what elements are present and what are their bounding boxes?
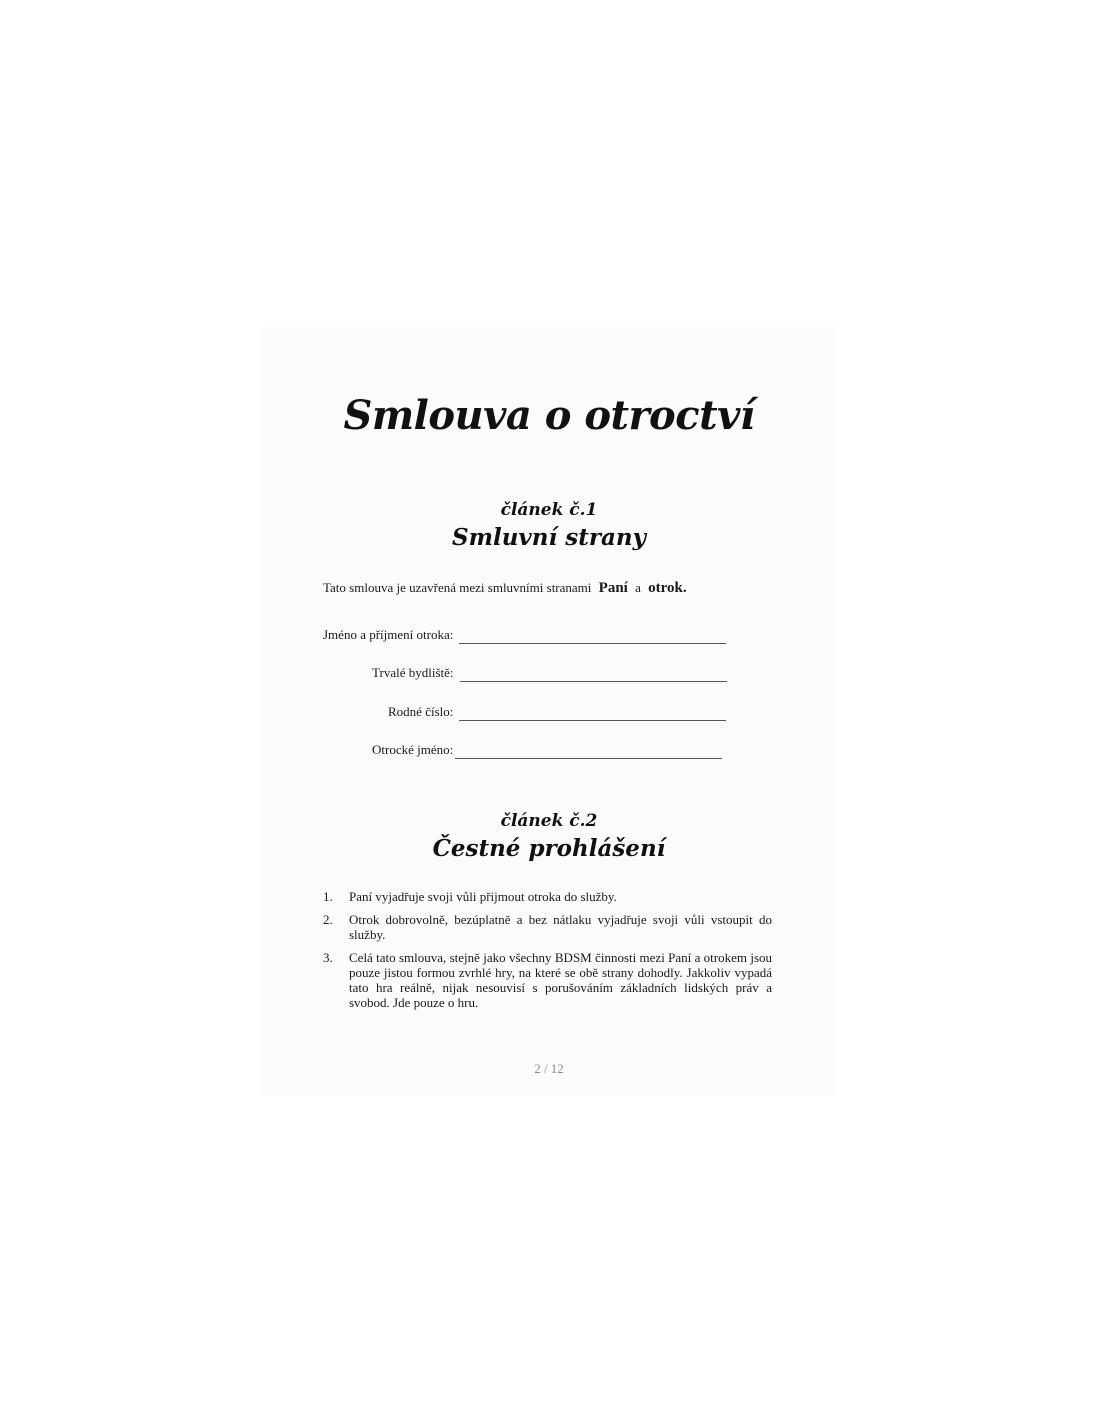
birth-number-field[interactable]: [388, 703, 726, 721]
list-item: [323, 950, 772, 1010]
list-item: [323, 889, 772, 904]
list-item-text: Paní vyjadřuje svoji vůli přijmout otroka do služby.: [349, 889, 617, 904]
slave-nickname-field[interactable]: [372, 741, 722, 759]
document-title: Smlouva o otroctví: [343, 392, 755, 439]
slave-name-blank-line[interactable]: [459, 630, 726, 644]
slave-name-field[interactable]: [323, 626, 726, 644]
parties-statement: [323, 578, 691, 598]
list-item: [323, 912, 772, 942]
article-1-title: Smluvní strany: [452, 524, 646, 551]
slave-nickname-blank-line[interactable]: [455, 745, 722, 759]
article-2-label: článek č.2: [500, 811, 598, 831]
parties-conjunction: a: [635, 580, 641, 595]
declaration-list: [323, 889, 772, 1018]
slave-nickname-label: Otrocké jméno:: [372, 742, 454, 757]
list-item-number: 3.: [323, 950, 333, 965]
birth-number-blank-line[interactable]: [459, 707, 726, 721]
document-page: [261, 327, 837, 1096]
article-2-title: Čestné prohlášení: [432, 835, 666, 862]
residence-blank-line[interactable]: [460, 668, 727, 682]
list-item-number: 1.: [323, 889, 333, 904]
page-number: 2 / 12: [534, 1061, 564, 1076]
residence-label: Trvalé bydliště:: [372, 665, 454, 680]
article-1-label: článek č.1: [500, 500, 598, 520]
list-item-text: Otrok dobrovolně, bezúplatně a bez nátlaku vyjadřuje svoji vůli vstoupit do služby.: [349, 912, 772, 942]
list-item-text: Celá tato smlouva, stejně jako všechny BDSM činnosti mezi Paní a otrokem jsou pouze jistou formou zvrhlé hry, na které se obě strany dohodly. Jakkoliv vypadá tato hra reálně, nijak nesouvisí s porušováním základních lidských práv a svobod. Jde pouze o hru.: [349, 950, 772, 1010]
list-item-number: 2.: [323, 912, 333, 927]
party-slave: otrok.: [648, 580, 687, 596]
birth-number-label: Rodné číslo:: [388, 704, 454, 719]
residence-field[interactable]: [372, 664, 727, 682]
party-mistress: Paní: [598, 580, 628, 596]
slave-name-label: Jméno a příjmení otroka:: [323, 627, 454, 642]
parties-intro-text: Tato smlouva je uzavřená mezi smluvními stranami: [323, 580, 592, 595]
